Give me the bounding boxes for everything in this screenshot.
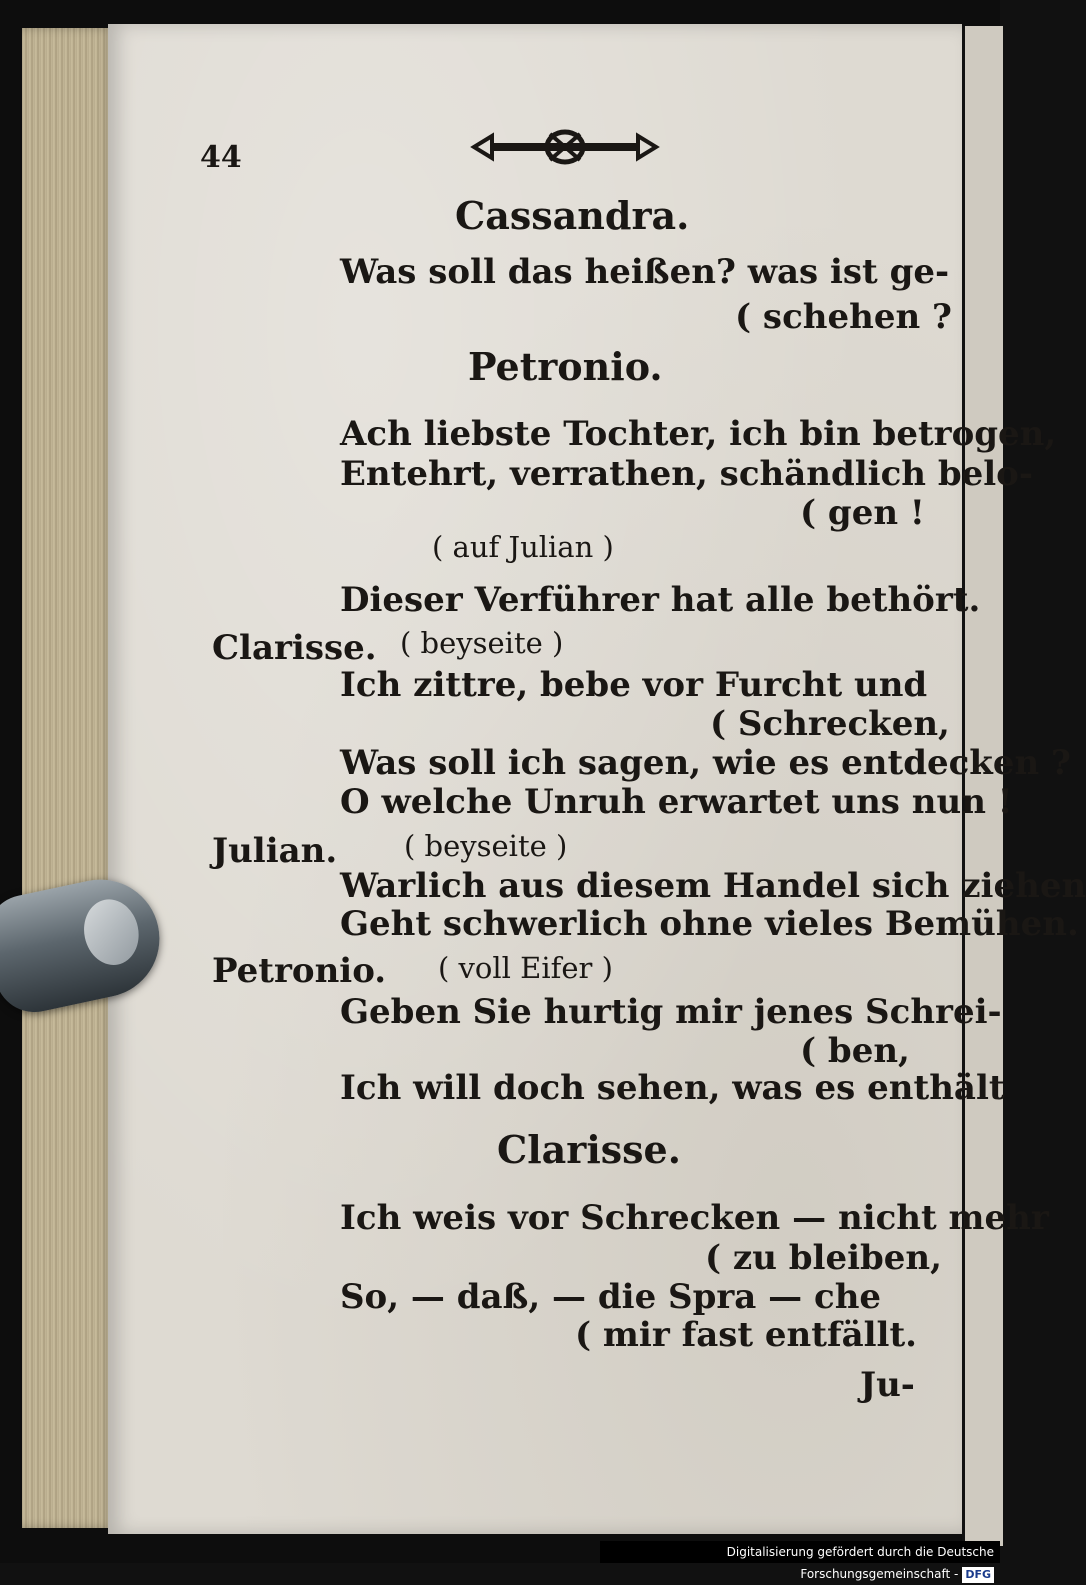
- verse-line: Geht schwerlich ohne vieles Bemühen.: [340, 904, 1079, 944]
- speaker-name-clarisse: Clarisse.: [212, 628, 377, 668]
- verse-line-continuation: ( Schrecken,: [710, 704, 950, 744]
- speaker-name-petronio: Petronio.: [212, 951, 387, 991]
- speaker-heading-petronio: Petronio.: [468, 344, 663, 389]
- speaker-heading-cassandra: Cassandra.: [455, 193, 690, 238]
- page-number: 44: [200, 140, 242, 175]
- verse-line: Ich zittre, bebe vor Furcht und: [340, 665, 928, 705]
- verse-line: So, — daß, — die Spra — che: [340, 1277, 882, 1317]
- stage-direction: ( auf Julian ): [432, 530, 614, 564]
- verse-line: Ich weis vor Schrecken — nicht mehr: [340, 1198, 1049, 1238]
- verse-line-continuation: ( schehen ?: [735, 297, 952, 337]
- verse-line-continuation: ( ben,: [800, 1031, 910, 1071]
- credit-text: Digitalisierung gefördert durch die Deutsche Forschungsgemeinschaft -: [726, 1545, 994, 1581]
- speaker-heading-clarisse: Clarisse.: [497, 1127, 681, 1172]
- verse-line: Was soll ich sagen, wie es entdecken ?: [340, 743, 1071, 783]
- verse-line-continuation: ( mir fast entfällt.: [575, 1315, 917, 1355]
- verse-line: Ich will doch sehen, was es enthält: [340, 1068, 1005, 1108]
- verse-line: O welche Unruh erwartet uns nun !: [340, 782, 1013, 822]
- thumb-nail: [78, 894, 145, 970]
- verse-line-continuation: ( zu bleiben,: [705, 1238, 942, 1278]
- stage-direction: ( beyseite ): [400, 626, 564, 660]
- verse-line-continuation: ( gen !: [800, 493, 925, 533]
- dfg-logo: DFG: [962, 1567, 994, 1583]
- verse-line: Was soll das heißen? was ist ge-: [340, 252, 950, 292]
- verse-line: Geben Sie hurtig mir jenes Schrei-: [340, 992, 1002, 1032]
- verse-line: Warlich aus diesem Handel sich ziehen: [340, 866, 1086, 906]
- digitization-credit-bar: [600, 1541, 1000, 1581]
- page-edges: [22, 28, 114, 1528]
- verse-line: Dieser Verführer hat alle bethört.: [340, 580, 981, 620]
- speaker-name-julian: Julian.: [212, 831, 338, 871]
- stage-direction: ( beyseite ): [404, 829, 568, 863]
- verse-line: Ach liebste Tochter, ich bin betrogen,: [340, 414, 1057, 454]
- catchword: Ju-: [860, 1365, 915, 1405]
- ornament-divider-icon: [470, 128, 660, 166]
- stage-direction: ( voll Eifer ): [438, 951, 613, 985]
- verse-line: Entehrt, verrathen, schändlich belo-: [340, 454, 1033, 494]
